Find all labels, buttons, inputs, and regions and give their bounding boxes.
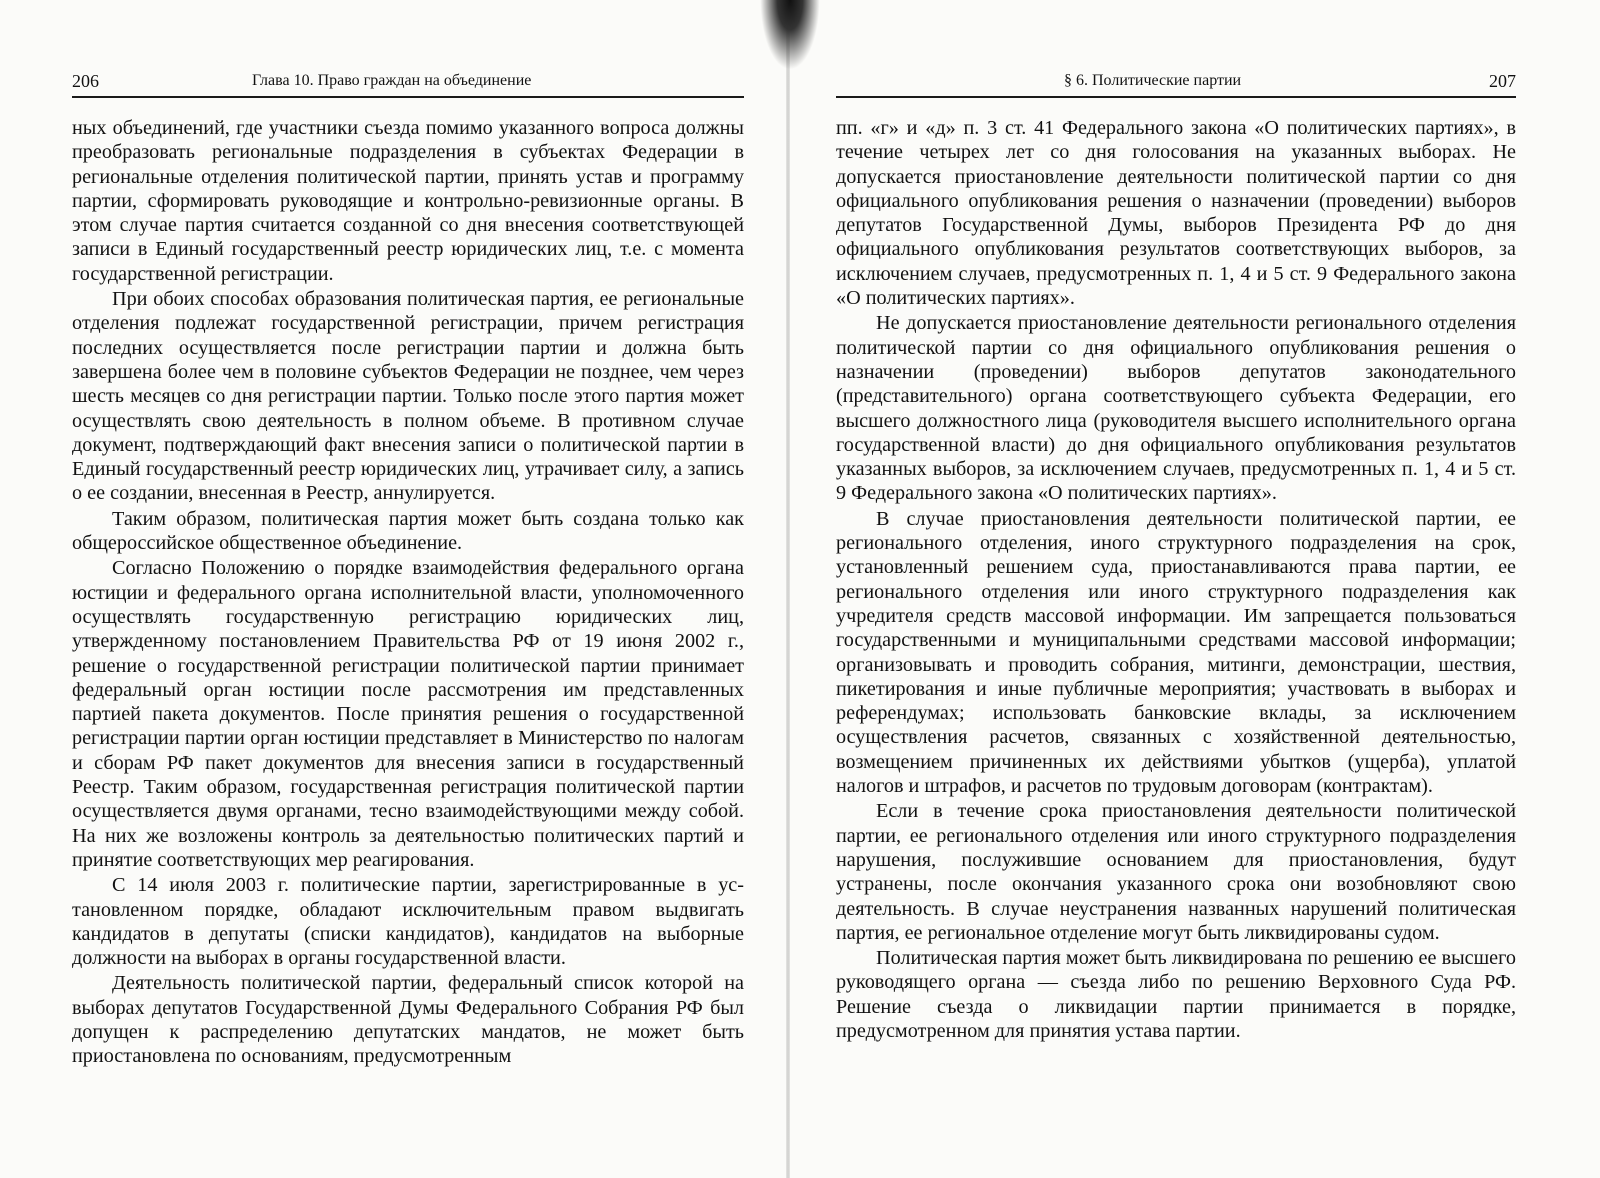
left-page-number: 206 xyxy=(72,71,99,91)
paragraph: Деятельность политической партии, федеральный список которой на выборах депутатов Государственной Думы Федерального Собрания РФ был допущен к распределению депутатских мандатов, не может быть приостановлена по основаниям, предусмотренным xyxy=(72,972,744,1068)
paragraph: пп. «г» и «д» п. 3 ст. 41 Федерального закона «О политических партиях», в течение четырех лет со дня голосования на указанных выборах. Не допускается приостановление деятельности политической партии со дня официального опубликования решения о назначении (проведении) выборов депутатов Государственной Думы, выборов Президента РФ до дня официального опубликования результатов соответствующих выборов, за исключением случаев, предусмотренных п. 1, 4 и 5 ст. 9 Федерального закона «О политических партиях». xyxy=(836,117,1516,310)
right-body-text xyxy=(836,116,1516,1043)
paragraph: Согласно Положению о порядке взаимодействия федерального органа юстиции и федерального органа исполнительной власти, уполномоченного осуществлять государственную регистрацию юридических лиц, утвержденному постановлением Правительства РФ от 19 июня 2002 г., решение о государственной регистрации политической партии принимает федеральный орган юстиции после рассмотрения им представленных партией пакета документов. После принятия решения о государственной регистрации партии орган юстиции представляет в Министерство по налогам и сборам РФ пакет документов для внесения записи в государственный Реестр. Таким образом, государственная регистрация политической партии осуществляется двумя органами, тесно взаимодействующими между собой. На них же возложены контроль за деятельностью политических партий и принятие соответствующих мер реагирования. xyxy=(72,557,744,871)
left-running-head xyxy=(72,66,744,98)
book-gutter xyxy=(786,0,790,1178)
paragraph: ных объединений, где участники съезда помимо указанного вопроса должны преобразовать региональные подразделения в субъектах Федерации в региональные отделения политической партии, принять устав и программу партии, сформировать руководящие и контрольно-ревизионные органы. В этом случае партия считается созданной со дня внесения соответствующей записи в Единый государственный реестр юридических лиц, т.е. с момента государственной регистрации. xyxy=(72,117,744,285)
left-chapter-title: Глава 10. Право граждан на объединение xyxy=(252,72,532,89)
right-running-head xyxy=(836,66,1516,98)
right-page xyxy=(836,0,1516,1178)
paragraph: Не допускается приостановление деятельности регионального отделения политической партии со дня официального опубликования решения о назначении (проведении) выборов депутатов законодательного (представительного) органа соответствующего субъекта Федерации, его высшего должностного лица (руководителя высшего исполнительного органа государственной власти) до дня официального опубликования результатов указанных выборов, за исключением случаев, предусмотренных п. 1, 4 и 5 ст. 9 Федерального закона «О политических партиях». xyxy=(836,312,1516,505)
paragraph: С 14 июля 2003 г. политические партии, зарегистрированные в установленном порядке, обладают исключительным правом выдвигать кандидатов в депутаты (списки кандидатов), кандидатов на выборные должности на выборах в органы государственной власти. xyxy=(72,874,744,970)
left-page xyxy=(72,0,744,1178)
right-section-title: § 6. Политические партии xyxy=(1064,72,1242,89)
paragraph: В случае приостановления деятельности политической партии, ее регионального отделения, иного структурного подразделения на срок, установленный решением суда, приостанавливаются права партии, ее регионального отделения или иного структурного подразделения как учредителя средств массовой информации. Им запрещается пользоваться государственными и муниципальными средствами массовой информации; организовывать и проводить собрания, митинги, демонстрации, шествия, пикетирования и иные публичные мероприятия; участвовать в выборах и референдумах; использовать банковские вклады, за исключением осуществления расчетов, связанных с хозяйственной деятельностью, возмещением причиненных их действиями убытков (ущерба), уплатой налогов и штрафов, и расчетов по трудовым договорам (контрактам). xyxy=(836,507,1516,798)
binding-shadow xyxy=(760,0,820,70)
paragraph: Если в течение срока приостановления деятельности политической партии, ее регионального отделения или иного структурного подразделения нарушения, послужившие основанием для приостановления, будут устранены, после окончания указанного срока они возобновляют свою деятельность. В случае неустранения названных нарушений политическая партия, ее региональное отделение могут быть ликвидированы судом. xyxy=(836,800,1516,944)
right-page-number: 207 xyxy=(1489,71,1516,91)
paragraph: Таким образом, политическая партия может быть создана только как общероссийское общественное объединение. xyxy=(72,507,744,555)
left-body-text xyxy=(72,116,744,1069)
paragraph: Политическая партия может быть ликвидирована по решению ее высшего руководящего органа — съезда либо по решению Верховного Суда РФ. Решение съезда о ликвидации партии принимается в порядке, предусмотренном для принятия устава партии. xyxy=(836,947,1516,1042)
paragraph: При обоих способах образования политическая партия, ее региональные отделения подлежат государственной регистрации, причем регистрация последних осуществляется после регистрации партии и должна быть завершена более чем в половине субъектов Федерации не позднее, чем через шесть месяцев со дня регистрации партии. Только после этого партия может осуществлять свою деятельность в полном объеме. В противном случае документ, подтверждающий факт внесения записи о политической партии в Единый государственный реестр юридических лиц, утрачивает силу, а запись о ее создании, внесенная в Реестр, аннулируется. xyxy=(72,288,744,505)
